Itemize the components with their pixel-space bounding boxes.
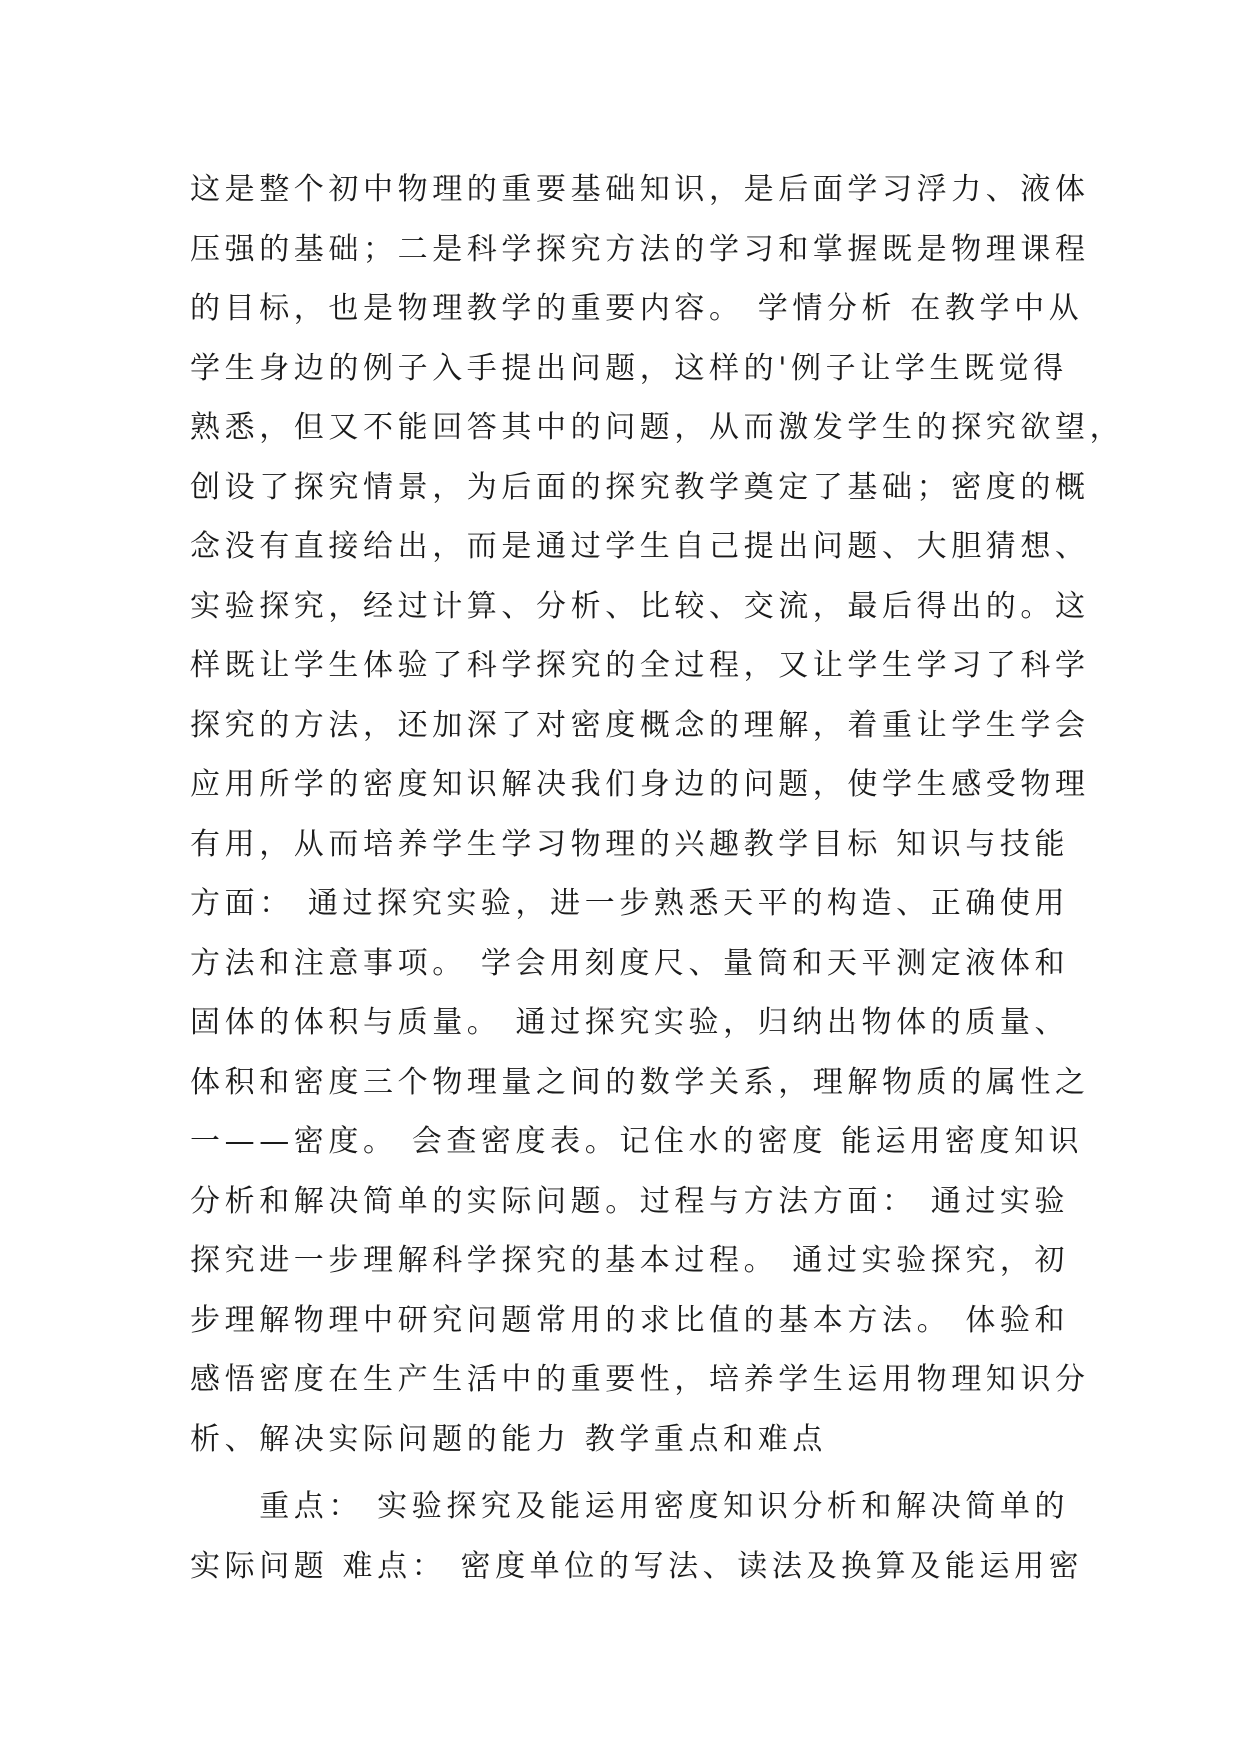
- text-line: 析、解决实际问题的能力 教学重点和难点: [190, 1421, 827, 1457]
- text-line: 分析和解决简单的实际问题。过程与方法方面： 通过实验: [190, 1183, 1070, 1219]
- text-line: 应用所学的密度知识解决我们身边的问题，使学生感受物理: [190, 767, 1090, 802]
- text-line: 步理解物理中研究问题常用的求比值的基本方法。 体验和: [190, 1302, 1070, 1338]
- text-line: 有用，从而培养学生学习物理的兴趣教学目标 知识与技能: [190, 826, 1070, 862]
- text-line: 的目标，也是物理教学的重要内容。 学情分析 在教学中从: [190, 291, 1084, 326]
- text-line: 方面： 通过探究实验，进一步熟悉天平的构造、正确使用: [190, 886, 1070, 921]
- text-line: 重点： 实验探究及能运用密度知识分析和解决简单的: [190, 1489, 1070, 1524]
- text-line: 创设了探究情景，为后面的探究教学奠定了基础；密度的概: [190, 469, 1090, 505]
- text-line: 方法和注意事项。 学会用刻度尺、量筒和天平测定液体和: [190, 945, 1070, 981]
- text-line: 实验探究，经过计算、分析、比较、交流，最后得出的。这: [190, 588, 1090, 624]
- text-line: 学生身边的例子入手提出问题，这样的'例子让学生既觉得: [190, 350, 1068, 386]
- text-line: 感悟密度在生产生活中的重要性，培养学生运用物理知识分: [190, 1362, 1090, 1397]
- text-line: 固体的体积与质量。 通过探究实验，归纳出物体的质量、: [190, 1005, 1070, 1040]
- text-line: 探究的方法，还加深了对密度概念的理解，着重让学生学会: [190, 707, 1090, 743]
- text-line: 压强的基础；二是科学探究方法的学习和掌握既是物理课程: [190, 231, 1090, 267]
- text-line: 熟悉，但又不能回答其中的问题，从而激发学生的探究欲望，: [190, 410, 1125, 445]
- text-line: 实际问题 难点： 密度单位的写法、读法及换算及能运用密: [190, 1548, 1084, 1584]
- text-line: 样既让学生体验了科学探究的全过程，又让学生学习了科学: [190, 648, 1090, 683]
- text-line: 探究进一步理解科学探究的基本过程。 通过实验探究，初: [190, 1243, 1070, 1278]
- body-text: [190, 160, 1125, 1596]
- text-line: 这是整个初中物理的重要基础知识，是后面学习浮力、液体: [190, 172, 1090, 207]
- text-line: 念没有直接给出，而是通过学生自己提出问题、大胆猜想、: [190, 529, 1090, 564]
- text-line: 一——密度。 会查密度表。记住水的密度 能运用密度知识: [190, 1124, 1084, 1159]
- text-line: 体积和密度三个物理量之间的数学关系，理解物质的属性之: [190, 1064, 1090, 1100]
